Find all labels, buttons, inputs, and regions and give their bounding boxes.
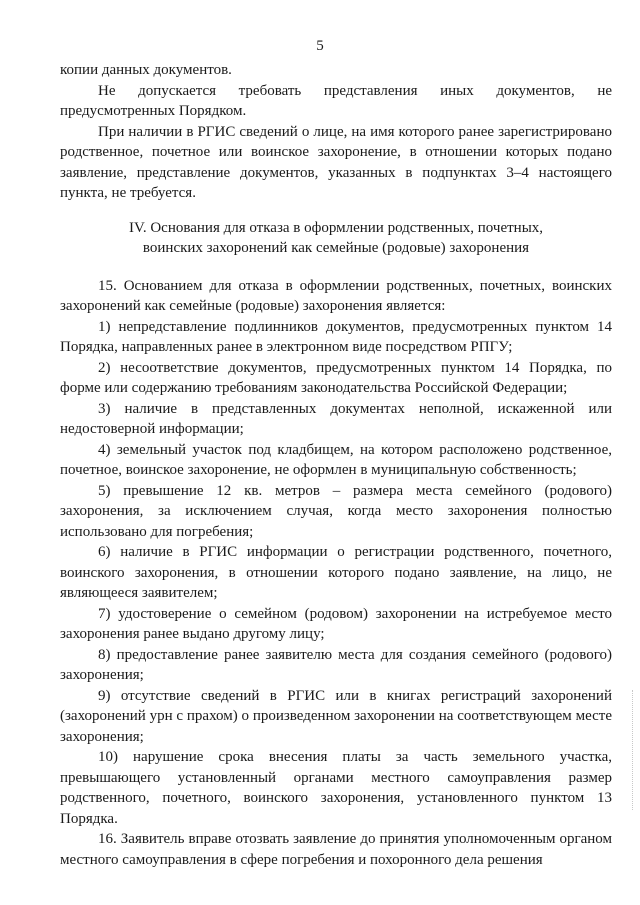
page-number: 5	[316, 38, 324, 54]
list-item: 4) земельный участок под кладбищем, на котором расположено родственное, почетное, воинское захоронение, не оформлен в муниципальную собственность;	[60, 441, 612, 478]
list-item: 7) удостоверение о семейном (родовом) захоронении на истребуемое место захоронения ранее выдано другому лицу;	[60, 605, 612, 642]
list-item: 9) отсутствие сведений в РГИС или в книгах регистраций захоронений (захоронений урн с прахом) о произведенном захоронении на соответствующем месте захоронения;	[60, 687, 612, 745]
section-heading	[60, 218, 612, 259]
section-heading-line: IV. Основания для отказа в оформлении родственных, почетных,	[128, 219, 544, 236]
list-item: 8) предоставление ранее заявителю места для создания семейного (родового) захоронения;	[60, 646, 612, 683]
paragraph: Не допускается требовать представления иных документов, не предусмотренных Порядком.	[60, 82, 612, 119]
list-item: 1) непредставление подлинников документов, предусмотренных пунктом 14 Порядка, направленных ранее в электронном виде посредством РПГУ;	[60, 318, 612, 355]
paragraph: 15. Основанием для отказа в оформлении родственных, почетных, воинских захоронений как семейные (родовые) захоронения является:	[60, 277, 612, 314]
list-item: 10) нарушение срока внесения платы за часть земельного участка, превышающего установленный органами местного самоуправления размер родственного, почетного, воинского захоронения, установленного пунктом 13 Порядка.	[60, 749, 612, 827]
list-item: 2) несоответствие документов, предусмотренных пунктом 14 Порядка, по форме или содержанию требованиям законодательства Российской Федерации;	[60, 359, 612, 396]
list-item: 6) наличие в РГИС информации о регистрации родственного, почетного, воинского захоронения, в отношении которого подано заявление, на лицо, не являющееся заявителем;	[60, 544, 612, 601]
section-heading-line: воинских захоронений как семейные (родовые) захоронения	[142, 240, 530, 256]
list-item: 5) превышение 12 кв. метров – размера места семейного (родового) захоронения, за исключением случая, когда место захоронения полностью использовано для погребения;	[60, 482, 612, 540]
paragraph: 16. Заявитель вправе отозвать заявление до принятия уполномоченным органом местного самоуправления в сфере погребения и похоронного дела решения	[60, 831, 612, 868]
paragraph: При наличии в РГИС сведений о лице, на имя которого ранее зарегистрировано родственное, почетное или воинское захоронение, в отношении которых подано заявление, представление документов, указанных в подпунктах 3–4 настоящего пункта, не требуется.	[60, 123, 612, 201]
list-item: 3) наличие в представленных документах неполной, искаженной или недостоверной информации;	[60, 400, 612, 437]
paragraph: копии данных документов.	[60, 62, 232, 78]
scan-margin-mark	[632, 690, 637, 810]
document-body	[60, 60, 612, 870]
